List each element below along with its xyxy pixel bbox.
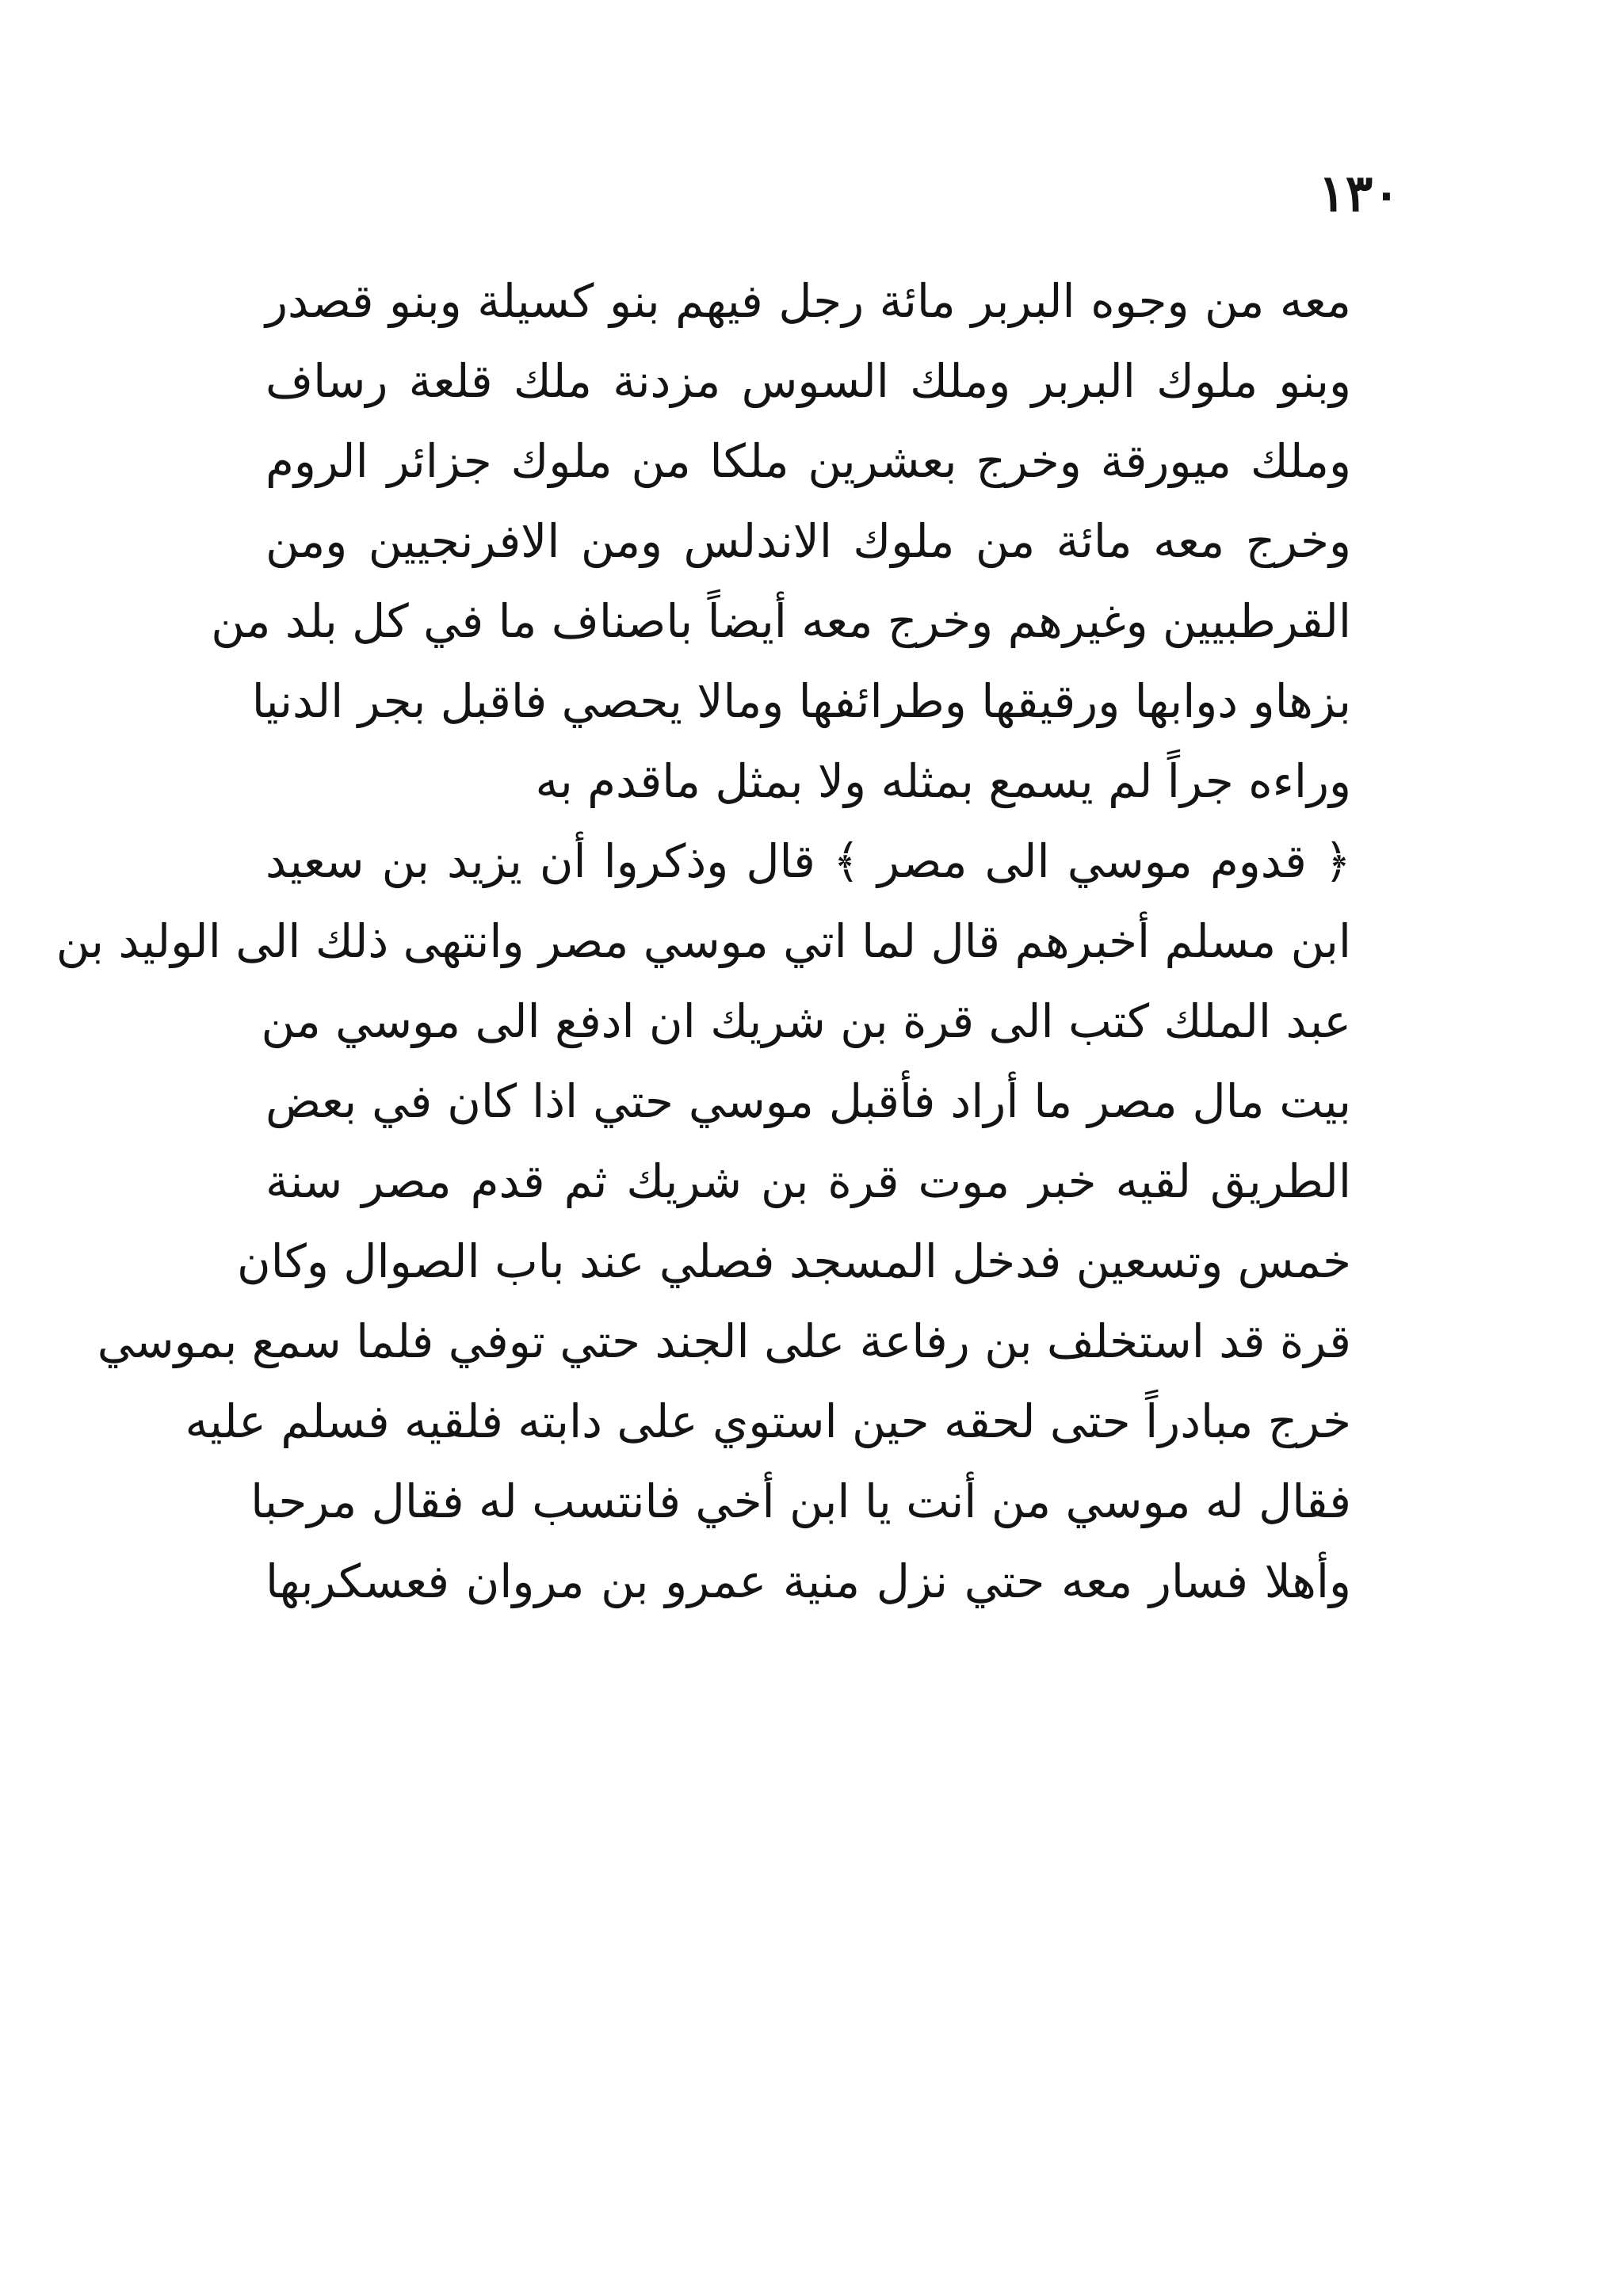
text-line: القرطبيين وغيرهم وخرج معه أيضاً باصناف ما في كل بلد من: [211, 594, 1351, 648]
text-line: خمس وتسعين فدخل المسجد فصلي عند باب الصوال وكان: [237, 1234, 1351, 1288]
section-heading-line: ﴿ قدوم موسي الى مصر ﴾ قال وذكروا أن يزيد بن سعيد: [265, 834, 1351, 888]
paragraph-last-line: وراءه جراً لم يسمع بمثله ولا بمثل ماقدم به: [535, 754, 1351, 808]
text-line: ابن مسلم أخبرهم قال لما اتي موسي مصر وانتهى ذلك الى الوليد بن: [55, 914, 1351, 968]
text-line: وملك ميورقة وخرج بعشرين ملكا من ملوك جزائر الروم: [265, 434, 1351, 488]
text-line: خرج مبادراً حتى لحقه حين استوي على دابته فلقيه فسلم عليه: [185, 1394, 1351, 1448]
text-line: وأهلا فسار معه حتي نزل منية عمرو بن مروان فعسكربها: [265, 1554, 1351, 1608]
text-line: فقال له موسي من أنت يا ابن أخي فانتسب له فقال مرحبا: [250, 1474, 1351, 1528]
text-line: عبد الملك كتب الى قرة بن شريك ان ادفع الى موسي من: [261, 994, 1351, 1048]
text-line: بيت مال مصر ما أراد فأقبل موسي حتي اذا كان في بعض: [265, 1074, 1351, 1128]
text-line: قرة قد استخلف بن رفاعة على الجند حتي توفي فلما سمع بموسي: [97, 1314, 1351, 1368]
text-line: وخرج معه مائة من ملوك الاندلس ومن الافرنجيين ومن: [265, 514, 1351, 568]
text-line: وبنو ملوك البربر وملك السوس مزدنة ملك قلعة رساف: [265, 354, 1351, 408]
text-line: الطريق لقيه خبر موت قرة بن شريك ثم قدم مصر سنة: [265, 1154, 1351, 1208]
page-number: ١٣٠: [1318, 164, 1400, 223]
text-body: [55, 261, 1351, 1622]
text-line: معه من وجوه البربر مائة رجل فيهم بنو كسيلة وبنو قصدر: [265, 274, 1351, 328]
text-line: بزهاو دوابها ورقيقها وطرائفها ومالا يحصي فاقبل بجر الدنيا: [251, 674, 1351, 728]
